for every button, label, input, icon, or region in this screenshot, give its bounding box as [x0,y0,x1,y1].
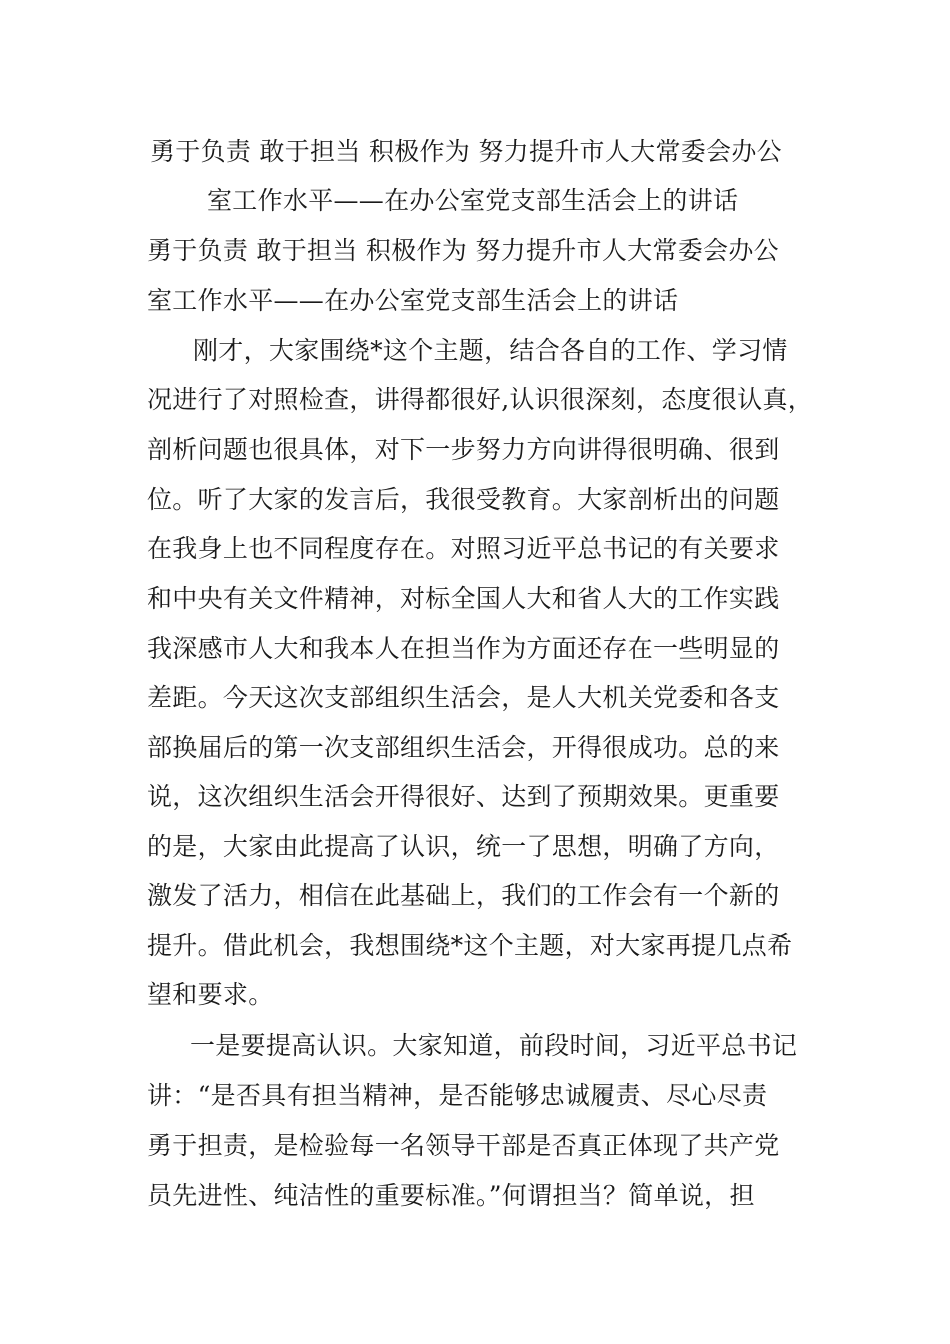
paragraph1-line-6: 和中央有关文件精神，对标全国人大和省人大的工作实践 [147,584,780,613]
title-centered-line-2: 室工作水平——在办公室党支部生活会上的讲话 [207,186,739,215]
paragraph1-line-5: 在我身上也不同程度存在。对照习近平总书记的有关要求 [147,534,780,563]
paragraph2-line-2: 讲：“是否具有担当精神，是否能够忠诚履责、尽心尽责 [147,1081,768,1110]
paragraph1-line-12: 激发了活力，相信在此基础上，我们的工作会有一个新的 [147,881,780,910]
title-repeat-line-2: 室工作水平——在办公室党支部生活会上的讲话 [147,286,679,315]
paragraph2-line-1: 一是要提高认识。大家知道，前段时间，习近平总书记 [190,1031,798,1060]
paragraph1-line-3: 剖析问题也很具体，对下一步努力方向讲得很明确、很到 [147,435,780,464]
title-repeat-line-1: 勇于负责 敢于担当 积极作为 努力提升市人大常委会办公 [147,236,779,265]
paragraph1-line-7: 我深感市人大和我本人在担当作为方面还存在一些明显的 [147,634,780,663]
paragraph1-line-4: 位。听了大家的发言后，我很受教育。大家剖析出的问题 [147,485,780,514]
title-centered-line-1: 勇于负责 敢于担当 积极作为 努力提升市人大常委会办公 [150,137,782,166]
paragraph2-line-4: 员先进性、纯洁性的重要标准。”何谓担当？简单说，担 [147,1181,755,1210]
paragraph1-line-13: 提升。借此机会，我想围绕*这个主题，对大家再提几点希 [147,931,793,960]
paragraph1-line-2: 况进行了对照检查，讲得都很好,认识很深刻，态度很认真， [147,385,814,414]
paragraph1-line-10: 说，这次组织生活会开得很好、达到了预期效果。更重要 [147,782,780,811]
paragraph1-line-11: 的是，大家由此提高了认识，统一了思想，明确了方向， [147,832,780,861]
paragraph1-line-9: 部换届后的第一次支部组织生活会，开得很成功。总的来 [147,733,780,762]
paragraph2-line-3: 勇于担责，是检验每一名领导干部是否真正体现了共产党 [147,1131,780,1160]
paragraph1-line-14: 望和要求。 [147,980,274,1009]
paragraph1-line-8: 差距。今天这次支部组织生活会，是人大机关党委和各支 [147,683,780,712]
paragraph1-line-1: 刚才，大家围绕*这个主题，结合各自的工作、学习情 [193,336,788,365]
